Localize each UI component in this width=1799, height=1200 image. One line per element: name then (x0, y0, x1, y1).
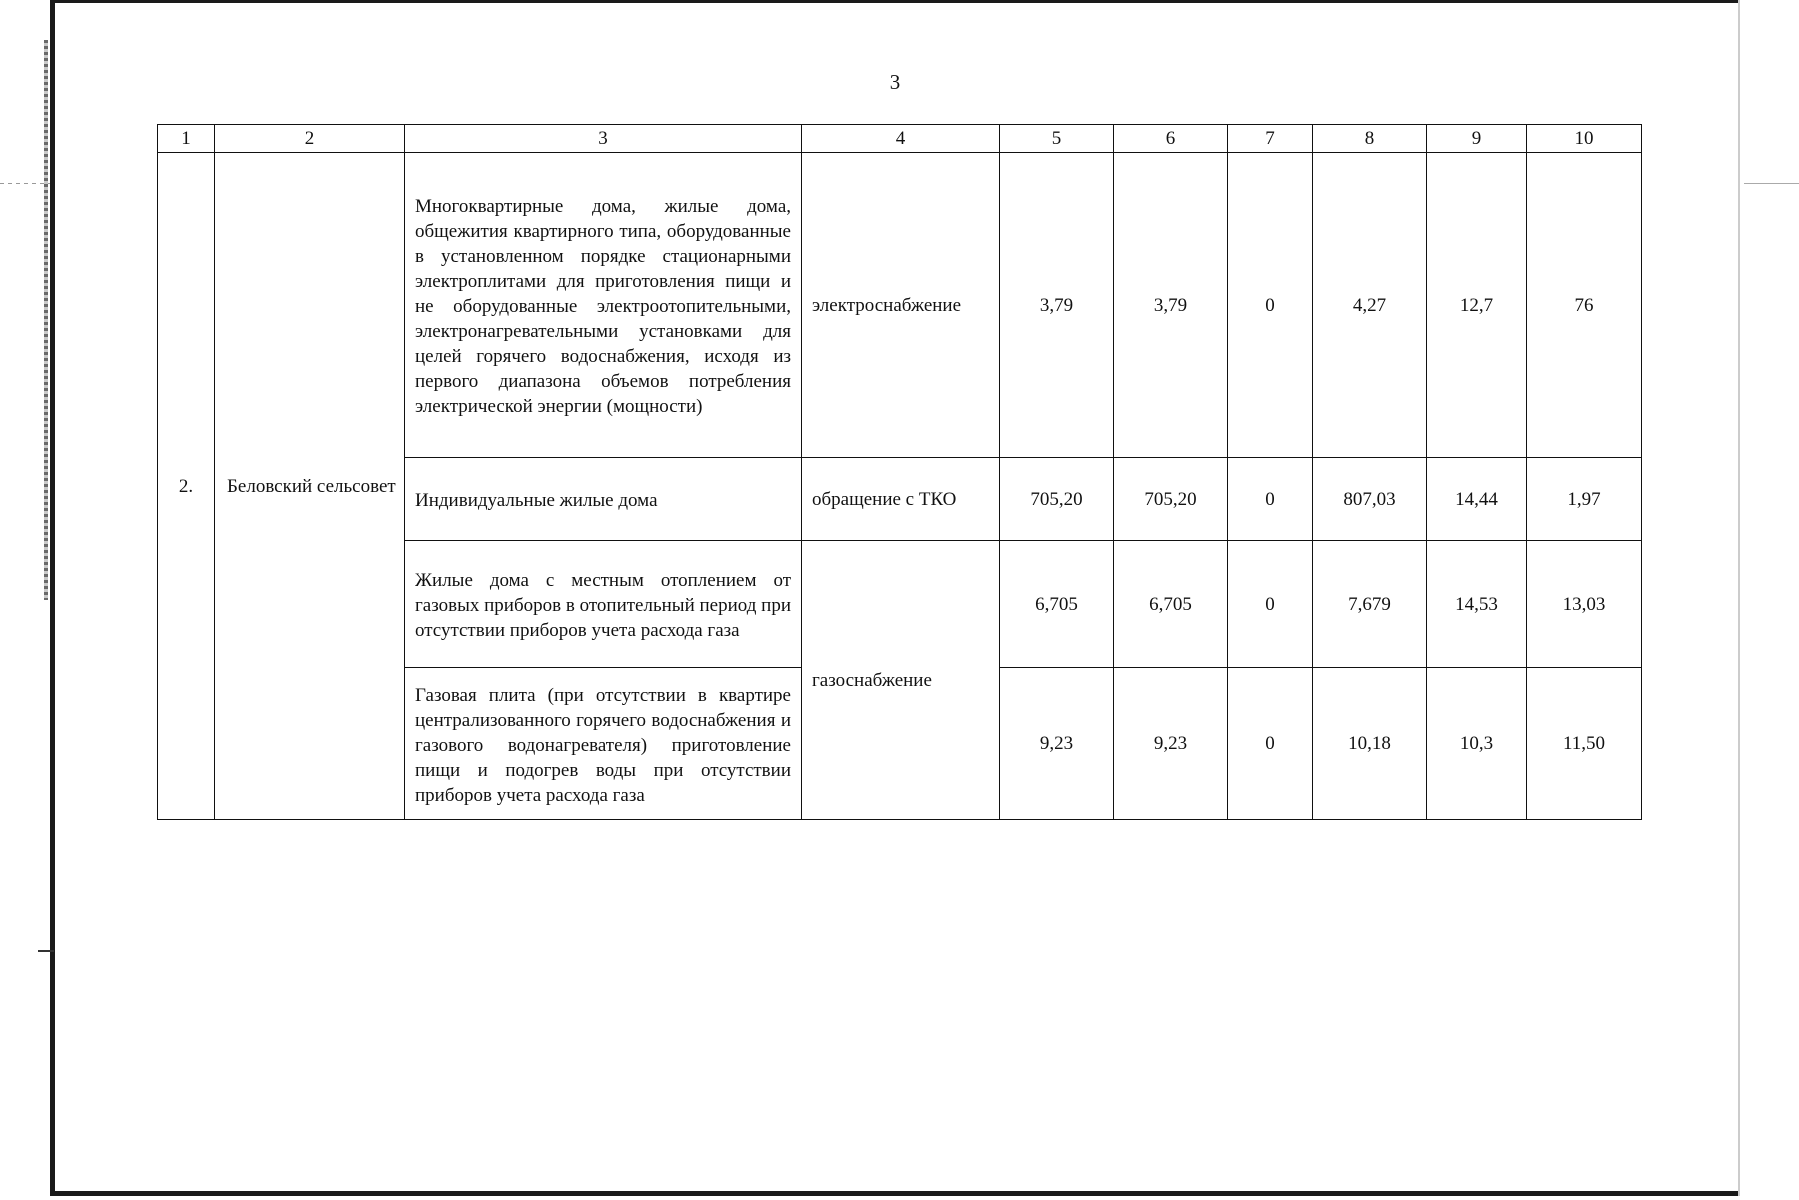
consumer-category: Жилые дома с местным отоплением от газовых приборов в отопительный период при отсутствии приборов учета расхода газа (405, 541, 802, 668)
value-col5: 6,705 (1000, 541, 1114, 668)
value-col7: 0 (1228, 458, 1313, 541)
scan-edge-right (1738, 0, 1740, 1196)
value-col6: 6,705 (1114, 541, 1228, 668)
value-col10: 76 (1527, 153, 1642, 458)
consumer-category: Газовая плита (при отсутствии в квартире централизованного горячего водоснабжения и газового водонагревателя) приготовление пищи и подогрев воды при отсутствии приборов учета расхода газа (405, 668, 802, 820)
column-number: 1 (158, 125, 215, 153)
value-col9: 10,3 (1427, 668, 1527, 820)
value-col8: 807,03 (1313, 458, 1427, 541)
value-col7: 0 (1228, 541, 1313, 668)
tariff-table (157, 124, 1642, 820)
settlement-name: Беловский сельсовет (215, 153, 405, 820)
column-number: 6 (1114, 125, 1228, 153)
column-number: 10 (1527, 125, 1642, 153)
value-col6: 9,23 (1114, 668, 1228, 820)
value-col10: 13,03 (1527, 541, 1642, 668)
utility-type: газоснабжение (802, 541, 1000, 820)
consumer-category: Индивидуальные жилые дома (405, 458, 802, 541)
scan-edge-artifact (44, 40, 48, 600)
utility-type: обращение с ТКО (802, 458, 1000, 541)
value-col9: 14,44 (1427, 458, 1527, 541)
column-number: 8 (1313, 125, 1427, 153)
utility-type: электроснабжение (802, 153, 1000, 458)
value-col5: 3,79 (1000, 153, 1114, 458)
value-col10: 1,97 (1527, 458, 1642, 541)
column-number: 4 (802, 125, 1000, 153)
row-number: 2. (158, 153, 215, 820)
value-col8: 7,679 (1313, 541, 1427, 668)
value-col7: 0 (1228, 668, 1313, 820)
value-col9: 12,7 (1427, 153, 1527, 458)
value-col7: 0 (1228, 153, 1313, 458)
value-col8: 4,27 (1313, 153, 1427, 458)
column-numbers-row (158, 125, 1642, 153)
value-col6: 705,20 (1114, 458, 1228, 541)
table-row (158, 153, 1642, 458)
value-col8: 10,18 (1313, 668, 1427, 820)
column-number: 9 (1427, 125, 1527, 153)
value-col10: 11,50 (1527, 668, 1642, 820)
scan-mark-right (1744, 183, 1799, 184)
consumer-category: Многоквартирные дома, жилые дома, общежития квартирного типа, оборудованные в установленном порядке стационарными электроплитами для приготовления пищи и не оборудованные электроотопительными, электронагревательными установками для целей горячего водоснабжения, исходя из первого диапазона объемов потребления электрической энергии (мощности) (405, 153, 802, 458)
page-number: 3 (889, 70, 901, 94)
column-number: 5 (1000, 125, 1114, 153)
column-number: 7 (1228, 125, 1313, 153)
column-number: 2 (215, 125, 405, 153)
value-col5: 705,20 (1000, 458, 1114, 541)
scan-mark-left (0, 183, 50, 184)
value-col9: 14,53 (1427, 541, 1527, 668)
value-col5: 9,23 (1000, 668, 1114, 820)
value-col6: 3,79 (1114, 153, 1228, 458)
scan-mark-left-lower (38, 950, 54, 952)
column-number: 3 (405, 125, 802, 153)
